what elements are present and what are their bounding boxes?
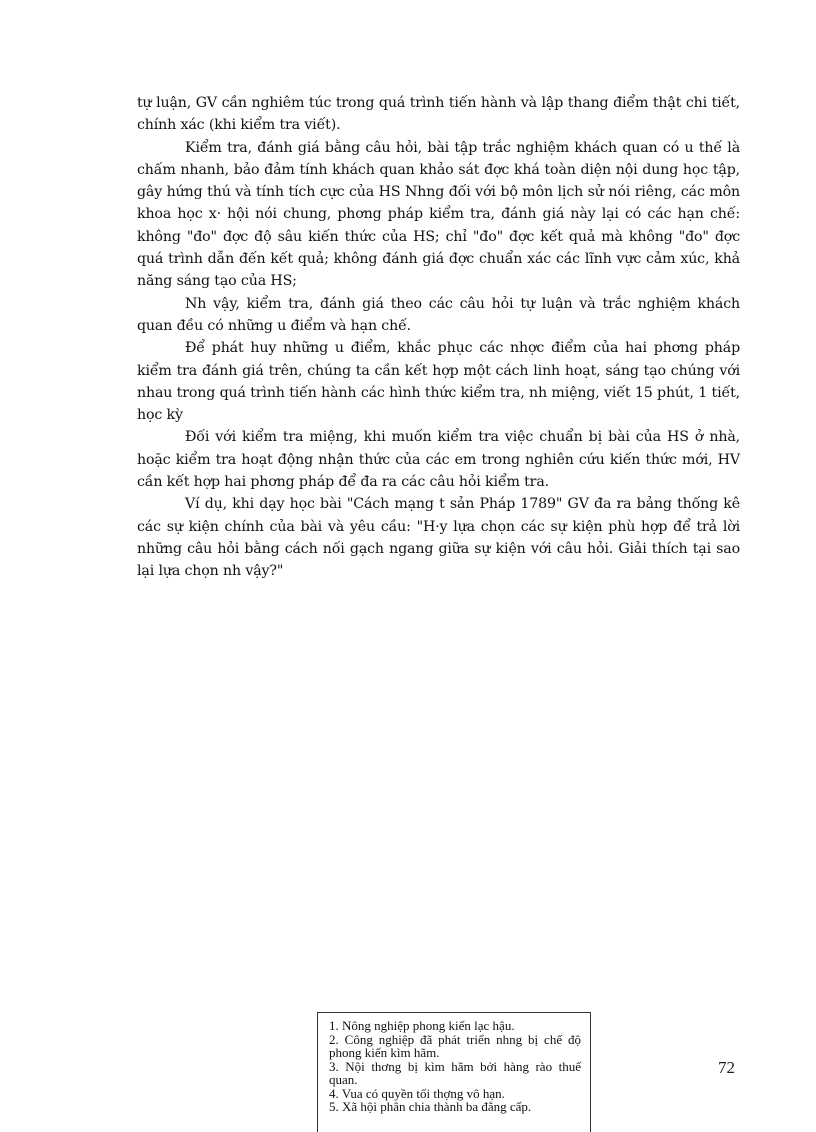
event-item: 2. Công nghiệp đã phát triển nhng bị chế độ phong kiến kìm hãm.	[329, 1031, 581, 1060]
paragraph: Nh vậy, kiểm tra, đánh giá theo các câu hỏi tự luận và trắc nghiệm khách quan đều có những u điểm và hạn chế.	[137, 295, 740, 334]
event-item: 1. Nông nghiệp phong kiến lạc hậu.	[329, 1018, 515, 1033]
page-number: 72	[718, 1058, 735, 1077]
paragraph: Để phát huy những u điểm, khắc phục các nhợc điểm của hai phơng pháp kiểm tra đánh giá trên, chúng ta cần kết hợp một cách linh hoạt, sáng tạo chúng với nhau trong quá trình tiến hành các hình thức kiểm tra, nh miệng, viết 15 phút, 1 tiết, học kỳ	[137, 340, 740, 424]
paragraph: Đối với kiểm tra miệng, khi muốn kiểm tra việc chuẩn bị bài của HS ở nhà, hoặc kiểm tra hoạt động nhận thức của các em trong nghiên cứu kiến thức mới, HV cần kết hợp hai phơng pháp để đa ra các câu hỏi kiểm tra.	[137, 429, 740, 491]
paragraph: Kiểm tra, đánh giá bằng câu hỏi, bài tập trắc nghiệm khách quan có u thế là chấm nhanh, bảo đảm tính khách quan khảo sát đợc khá toàn diện nội dung học tập, gây hứng thú và tính tích cực của HS Nhng đối với bộ môn lịch sử nói riêng, các môn khoa học x· hội nói chung, phơng pháp kiểm tra, đánh giá này lại có các hạn chế: không "đo" đợc độ sâu kiến thức của HS; chỉ "đo" đợc kết quả mà không "đo" đợc quá trình dẫn đến kết quả; không đánh giá đợc chuẩn xác các lĩnh vực cảm xúc, khả năng sáng tạo của HS;	[137, 139, 740, 290]
event-list-box	[317, 1012, 591, 1132]
event-item: 3. Nội thơng bị kìm hãm bởi hàng rào thuế quan.	[329, 1058, 581, 1087]
event-item: 4. Vua có quyền tối thợng vô hạn.	[329, 1085, 505, 1101]
body-text	[137, 92, 740, 583]
paragraph: Ví dụ, khi dạy học bài "Cách mạng t sản Pháp 1789" GV đa ra bảng thống kê các sự kiện chính của bài và yêu cầu: "H·y lựa chọn các sự kiện phù hợp để trả lời những câu hỏi bằng cách nối gạch ngang giữa sự kiện với câu hỏi. Giải thích tại sao lại lựa chọn nh vậy?"	[137, 496, 740, 580]
paragraph: tự luận, GV cần nghiêm túc trong quá trình tiến hành và lập thang điểm thật chi tiết, chính xác (khi kiểm tra viết).	[137, 95, 740, 134]
event-item: 5. Xã hội phân chia thành ba đẳng cấp.	[329, 1099, 532, 1114]
